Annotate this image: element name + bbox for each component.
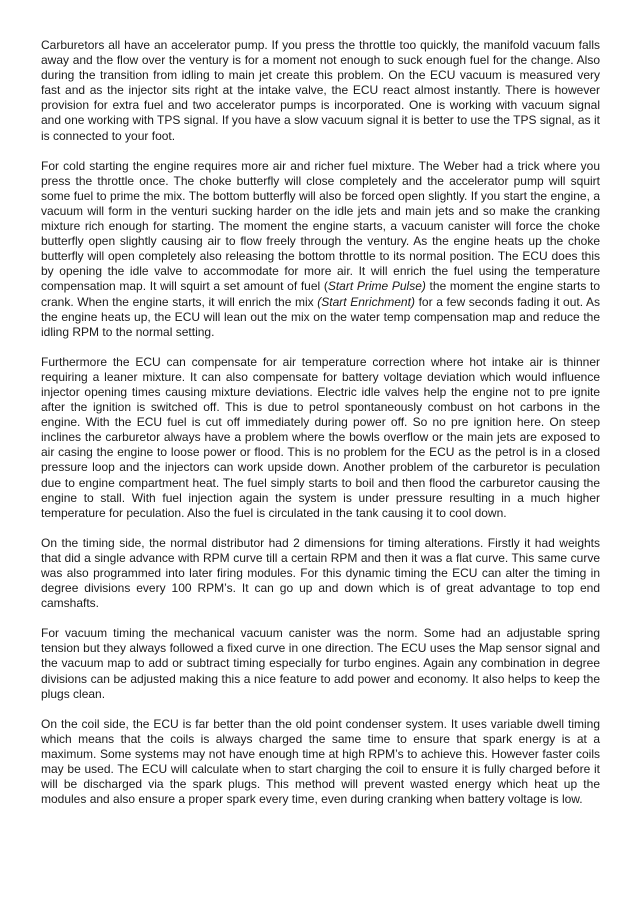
paragraph-accelerator-pump <box>41 38 600 144</box>
paragraph-text: Carburetors all have an accelerator pump. If you press the throttle too quickly, the manifold vacuum falls away and the flow over the ventury is for a moment not enough to suck enough fuel for the change. Also during the transition from idling to main jet create this problem. On the ECU vacuum is measured very fast and as the injector sits right at the intake valve, the ECU react almost instantly. There is however provision for extra fuel and two accelerator pumps is incorporated. One is working with vacuum signal and one working with TPS signal. If you have a slow vacuum signal it is better to use the TPS signal, as it is connected to your foot. <box>41 38 600 143</box>
document-body <box>41 38 600 822</box>
paragraph-text: Furthermore the ECU can compensate for air temperature correction where hot intake air is thinner requiring a leaner mixture. It can also compensate for battery voltage deviation which would influence injector opening times causing mixture deviations. Electric idle valves help the engine not to pre ignite after the ignition is switched off. This is due to petrol spontaneously combust on hot carbons in the engine. With the ECU fuel is cut off immediately during power off. So no pre ignition here. On steep inclines the carburetor always have a problem where the bowls overflow or the main jets are exposed to air casing the engine to loose power or flood. This is no problem for the ECU as the petrol is in a closed pressure loop and the injectors can work upside down. Another problem of the carburetor is peculation due to engine compartment heat. The fuel simply starts to boil and then flood the carburetor causing the engine to stall. With fuel injection again the system is under pressure resulting in a much higher temperature for peculation. Also the fuel is circulated in the tank causing it to cool down. <box>41 354 600 520</box>
paragraph-cold-starting <box>41 159 600 340</box>
paragraph-text: On the coil side, the ECU is far better than the old point condenser system. It uses variable dwell timing which means that the coils is always charged the same time to ensure that spark energy is at a maximum. Some systems may not have enough time at high RPM’s to achieve this. However faster coils may be used. The ECU will calculate when to start charging the coil to ensure it is fully charged before it will be discharged via the spark plugs. This method will prevent wasted energy which heat up the modules and also ensure a proper spark every time, even during cranking when battery voltage is low. <box>41 716 600 807</box>
paragraph-coil <box>41 717 600 808</box>
paragraph-vacuum-timing <box>41 626 600 701</box>
paragraph-timing <box>41 536 600 611</box>
paragraph-text: for a few seconds fading it out. As the engine heats up, the ECU will lean out the mix on the water temp compensation map and reduce the idling RPM to the normal setting. <box>41 294 601 339</box>
italic-term-start-enrichment: (Start Enrichment) <box>317 294 415 309</box>
italic-term-start-prime-pulse: Start Prime Pulse) <box>327 279 426 294</box>
paragraph-text: For vacuum timing the mechanical vacuum canister was the norm. Some had an adjustable spring tension but they always followed a fixed curve in one direction. The ECU uses the Map sensor signal and the vacuum map to add or subtract timing especially for turbo engines. Again any combination in degree divisions can be adjusted making this a nice feature to add power and economy. It also helps to keep the plugs clean. <box>41 626 600 701</box>
paragraph-air-temperature <box>41 355 600 521</box>
paragraph-text: On the timing side, the normal distributor had 2 dimensions for timing alterations. Firstly it had weights that did a single advance with RPM curve till a certain RPM and then it was a flat curve. This same curve was also programmed into later firing modules. For this dynamic timing the ECU can alter the timing in degree divisions every 100 RPM’s. It can go up and down which is of great advantage to top end camshafts. <box>41 535 600 611</box>
paragraph-text: For cold starting the engine requires more air and richer fuel mixture. The Weber had a trick where you press the throttle once. The choke butterfly will close completely and the accelerator pump will squirt some fuel to prime the mix. The bottom butterfly will also be forced open slightly. If you start the engine, a vacuum will form in the venturi sucking harder on the idle jets and main jets and so make the cranking mixture rich enough for starting. The moment the engine starts, a vacuum canister will force the choke butterfly open slightly causing air to flow freely through the ventury. As the engine heats up the choke butterfly will open completely also releasing the bottom throttle to its normal position. The ECU does this by opening the idle valve to accommodate for more air. It will enrich the fuel using the temperature compensation map. It will squirt a set amount of fuel ( <box>41 158 600 294</box>
paragraph-text: the moment the engine starts to crank. When the engine starts, it will enrich the mix <box>41 279 601 309</box>
